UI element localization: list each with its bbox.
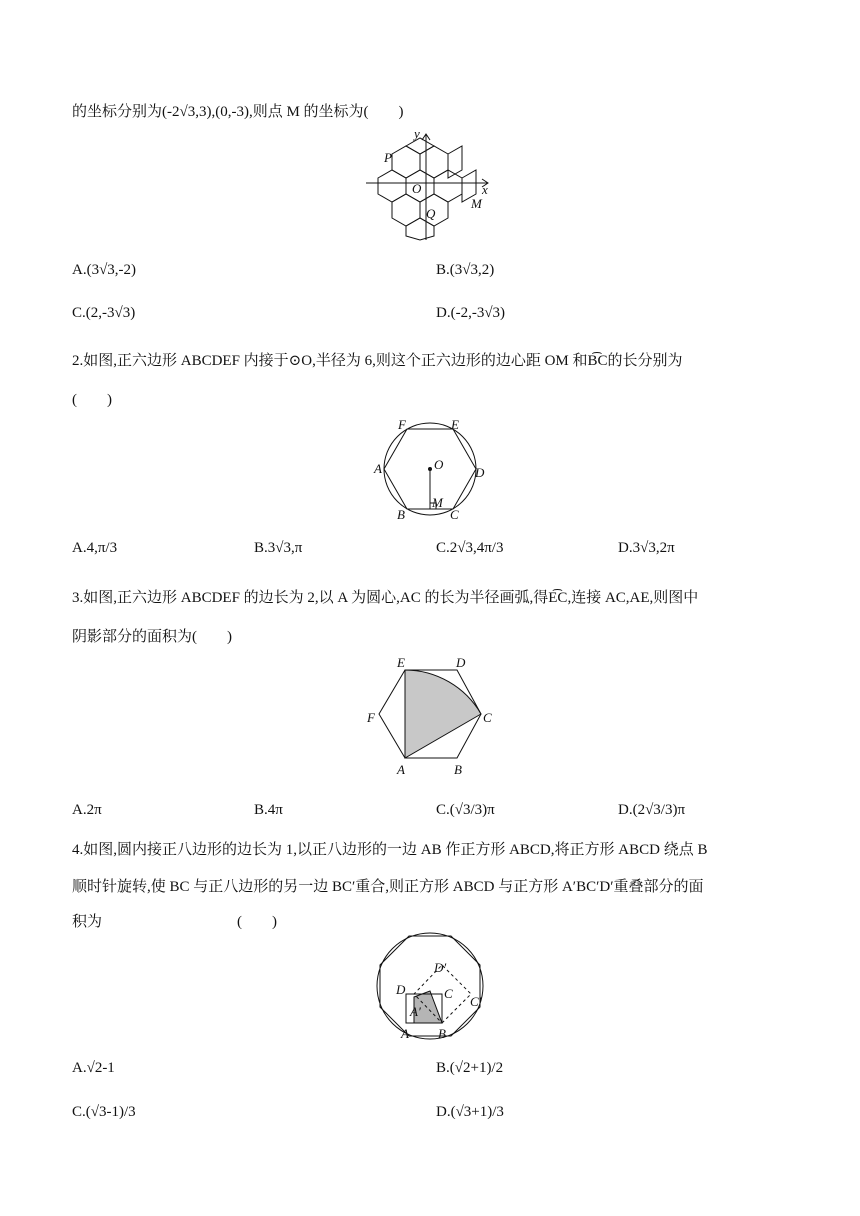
q4-option-b[interactable]: B.(√2+1)/2 (436, 1060, 504, 1076)
q4-figure (370, 928, 490, 1044)
q3-label-a: A (397, 762, 405, 777)
q3-label-e: E (397, 655, 405, 670)
q4-stem-line3: 积为 ( ) (72, 914, 277, 930)
q2-label-o: O (434, 457, 444, 472)
q4-label-d-prime: D′ (434, 960, 447, 975)
q1-option-b[interactable]: B.(3√3,2) (436, 262, 495, 278)
q4-label-a-prime: A′ (410, 1004, 421, 1019)
q1-option-a[interactable]: A.(3√3,-2) (72, 262, 137, 278)
q2-label-m: M (432, 495, 443, 510)
q4-option-c[interactable]: C.(√3-1)/3 (72, 1104, 136, 1120)
q3-label-d: D (456, 655, 466, 670)
q3-option-d[interactable]: D.(2√3/3)π (618, 802, 686, 818)
q2-label-d: D (475, 465, 485, 480)
q1-stem: 的坐标分别为(-2√3,3),(0,-3),则点 M 的坐标为( ) (72, 104, 404, 120)
q3-option-b[interactable]: B.4π (254, 802, 283, 818)
q2-stem: 2.如图,正六边形 ABCDEF 内接于⊙O,半径为 6,则这个正六边形的边心距 OM 和B͡C的长分别为 (72, 353, 683, 369)
q4-option-d[interactable]: D.(√3+1)/3 (436, 1104, 504, 1120)
q4-option-a[interactable]: A.√2-1 (72, 1060, 115, 1076)
q4-label-d: D (396, 982, 406, 997)
q3-figure (362, 654, 502, 778)
q4-label-c-prime: C′ (470, 994, 482, 1009)
q1-label-x: x (482, 182, 488, 197)
q4-stem-line2: 顺时针旋转,使 BC 与正八边形的另一边 BC′重合,则正方形 ABCD 与正方形 A′BC′D′重叠部分的面 (72, 879, 704, 895)
q3-label-f: F (367, 710, 375, 725)
q4-label-a: A (401, 1026, 409, 1041)
q2-label-c: C (450, 507, 459, 522)
q1-label-q: Q (426, 206, 436, 221)
q2-paren: ( ) (72, 392, 112, 408)
q1-label-y: y (414, 128, 420, 141)
q3-label-b: B (454, 762, 462, 777)
q2-label-f: F (398, 417, 406, 432)
q1-label-m: M (471, 196, 482, 211)
q3-stem-line1: 3.如图,正六边形 ABCDEF 的边长为 2,以 A 为圆心,AC 的长为半径画弧,得E͡C,连接 AC,AE,则图中 (72, 590, 699, 606)
q2-label-e: E (451, 417, 459, 432)
q1-option-d[interactable]: D.(-2,-3√3) (436, 305, 506, 321)
q4-stem-line1: 4.如图,圆内接正八边形的边长为 1,以正八边形的一边 AB 作正方形 ABCD,将正方形 ABCD 绕点 B (72, 842, 708, 858)
q2-option-c[interactable]: C.2√3,4π/3 (436, 540, 504, 556)
q3-option-c[interactable]: C.(√3/3)π (436, 802, 495, 818)
q3-label-c: C (483, 710, 492, 725)
q2-label-a: A (374, 461, 382, 476)
q1-figure (362, 128, 502, 243)
q2-figure (370, 415, 490, 523)
q2-label-b: B (397, 507, 405, 522)
q2-option-a[interactable]: A.4,π/3 (72, 540, 118, 556)
q3-stem-line2: 阴影部分的面积为( ) (72, 629, 232, 645)
q4-label-b: B (438, 1026, 446, 1041)
q4-label-c: C (444, 986, 453, 1001)
q3-option-a[interactable]: A.2π (72, 802, 102, 818)
q2-option-d[interactable]: D.3√3,2π (618, 540, 675, 556)
q1-label-o: O (412, 181, 422, 196)
q1-option-c[interactable]: C.(2,-3√3) (72, 305, 136, 321)
q2-option-b[interactable]: B.3√3,π (254, 540, 303, 556)
q1-label-p: P (384, 150, 392, 165)
